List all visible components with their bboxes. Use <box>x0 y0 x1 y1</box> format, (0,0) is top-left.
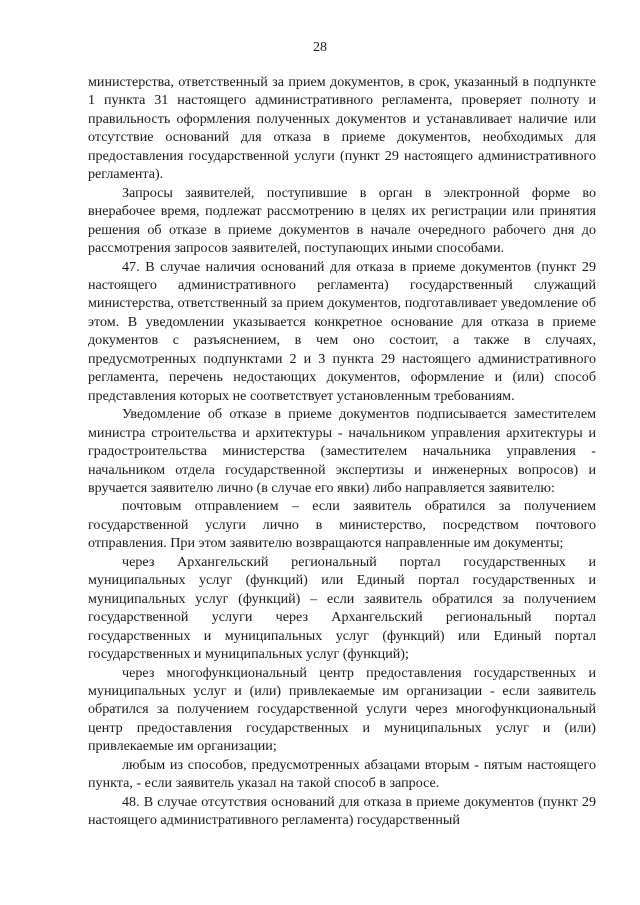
paragraph-47: 47. В случае наличия оснований для отказа в приеме документов (пункт 29 настоящего административного регламента) государственный служащий министерства, ответственный за прием документов, подготавливает уведомление об этом. В уведомлении указывается конкретное основание для отказа в приеме документов с разъяснением, в чем оно состоит, а также в случаях, предусмотренных подпунктами 2 и 3 пункта 29 настоящего административного регламента, перечень недостающих документов, оформление и (или) способ представления которых не соответствует установленным требованиям. <box>88 258 596 404</box>
document-body <box>88 73 596 830</box>
paragraph-48: 48. В случае отсутствия оснований для отказа в приеме документов (пункт 29 настоящего административного регламента) государственный <box>88 793 596 829</box>
paragraph-portal: через Архангельский региональный портал государственных и муниципальных услуг (функций) или Единый портал государственных и муниципальных услуг (функций) – если заявитель обратился за получением государственной услуги через Архангельский региональный портал государственных и муниципальных услуг (функций) или Единый портал государственных и муниципальных услуг (функций); <box>88 553 596 663</box>
page-number: 28 <box>313 40 327 55</box>
paragraph-notification: Уведомление об отказе в приеме документов подписывается заместителем министра строительства и архитектуры - начальником управления архитектуры и градостроительства министерства (заместителем начальника управления - начальником отдела государственной экспертизы и инженерных вопросов) и вручается заявителю лично (в случае его явки) либо направляется заявителю: <box>88 406 596 496</box>
paragraph-mfc: через многофункциональный центр предоставления государственных и муниципальных услуг и (или) привлекаемые им организации - если заявитель обратился за получением государственной услуги через многофункциональный центр предоставления государственных и муниципальных услуг и (или) привлекаемые им организации; <box>88 664 596 755</box>
paragraph-any-method: любым из способов, предусмотренных абзацами вторым - пятым настоящего пункта, - если заявитель указал на такой способ в запросе. <box>88 756 596 792</box>
paragraph-electronic-requests: Запросы заявителей, поступившие в орган в электронной форме во внерабочее время, подлежат рассмотрению в целях их регистрации или принятия решения об отказе в приеме документов в начале очередного рабочего дня до рассмотрения запросов заявителей, поступающих иными способами. <box>88 184 596 257</box>
paragraph-postal: почтовым отправлением – если заявитель обратился за получением государственной услуги лично в министерство, посредством почтового отправления. При этом заявителю возвращаются направленные им документы; <box>88 498 596 552</box>
paragraph-continuation: министерства, ответственный за прием документов, в срок, указанный в подпункте 1 пункта 31 настоящего административного регламента, проверяет полноту и правильность оформления полученных документов и устанавливает наличие или отсутствие оснований для отказа в приеме документов, необходимых для предоставления государственной услуги (пункт 29 настоящего административного регламента). <box>88 74 596 183</box>
